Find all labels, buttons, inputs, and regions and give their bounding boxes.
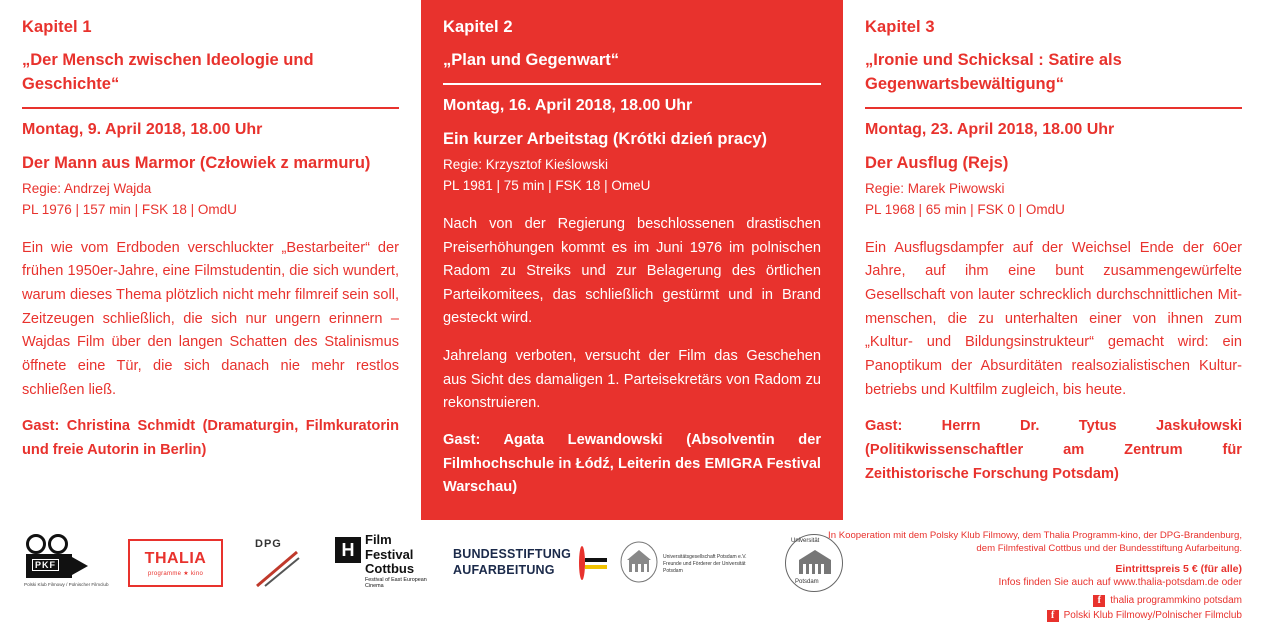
pkf-abbr: PKF [32,559,59,571]
festival-line-3: Cottbus [365,561,415,577]
divider [443,83,821,85]
bundesstiftung-emblem-icon [579,546,585,580]
bundesstiftung-logo [453,541,585,585]
film-title: Ein kurzer Arbeitstag (Krótki dzień pracy) [443,129,767,148]
facebook-icon: f [1093,595,1105,607]
logo-strip [24,532,873,594]
film-details: PL 1968 | 65 min | FSK 0 | OmdU [865,201,1065,217]
footer [0,520,1264,644]
crest-icon [619,540,659,584]
camera-lens-icon [72,557,88,575]
unipotsdam-top-text: Universität [791,538,820,544]
chapter-number: Kapitel 1 [22,18,92,36]
chapter-column-1 [0,0,421,520]
dpg-abbr: DPG [255,538,282,550]
chapter-number: Kapitel 2 [443,18,513,36]
film-reel-icon [48,534,68,554]
screening-date: Montag, 16. April 2018, 18.00 Uhr [443,96,693,114]
film-reel-icon [26,534,46,554]
chapter-title: „Der Mensch zwischen Ideologie und Geschichte“ [22,51,314,93]
filmfestival-cottbus-logo [335,533,427,593]
chapter-column-3 [843,0,1264,520]
film-description-2: Jahrelang verboten, versucht der Film das Geschehen aus Sicht des damaligen 1. Parteisekretärs von Radom zu rekonstruieren. [443,348,821,412]
chapter-number: Kapitel 3 [865,18,935,36]
social-row-facebook-2[interactable] [812,610,1242,622]
film-description-1: Ein Ausflugsdampfer auf der Weichsel Ende der 60er Jahre, auf ihm eine bunt zusammengewürfelte Gesellschaft von lauter schrecklich durchschnittlichen Mit-menschen, die zu unterhalten einer von ihnen zum „Kultur- und Bildungsinstrukteur“ gemacht wird: ein Panoptikum der Absurditäten realsozialistischen Kultur-betriebs und Kultfilm zugleich, bis heute. [865,239,1242,398]
unigesellschaft-line-2: Freunde und Förderer der Universität Potsdam [663,561,746,574]
universitaetsgesellschaft-logo [611,534,751,592]
dpg-slash-icon [253,550,303,588]
thalia-sub: programme ★ kino [147,570,204,577]
screening-date: Montag, 23. April 2018, 18.00 Uhr [865,120,1115,138]
film-details: PL 1976 | 157 min | FSK 18 | OmdU [22,201,237,217]
guest-info: Gast: Christina Schmidt (Dramaturgin, Filmkuratorin und freie Autorin in Berlin) [22,418,399,458]
film-director: Regie: Krzysztof Kieślowski [443,157,609,173]
thalia-logo [128,539,223,587]
info-line: Infos finden Sie auch auf www.thalia-potsdam.de oder [998,576,1242,588]
bundesstiftung-text [453,547,571,578]
divider [22,107,399,109]
thalia-name: THALIA [144,549,207,567]
festival-line-2: Festival [365,546,414,562]
film-details: PL 1981 | 75 min | FSK 18 | OmeU [443,177,651,193]
unipotsdam-bottom-text: Potsdam [795,579,819,585]
cooperation-text: In Kooperation mit dem Polsky Klub Filmowy, dem Thalia Programm-kino, der DPG-Brandenburg, dem Filmfestival Cottbus und der Bundesstiftung Aufarbeitung. [828,530,1242,554]
film-description-1: Ein wie vom Erdboden verschluckter „Bestarbeiter“ der frühen 1950er-Jahre, eine Filmstudentin, die sich wundert, warum dieses Thema plötzlich nicht mehr filmreif sein soll, Zeitzeugen schließlich, die sich nur ungern erinnern – Wajdas Film über den langen Schatten des Stalinismus öffnete eine Tür, die sich danach nie mehr restlos schließen ließ. [22,239,399,398]
cooperation-block [812,530,1242,622]
festival-subtitle: Festival of East European Cinema [365,577,427,590]
festival-mark-icon: H [335,537,361,563]
ticket-price: Eintrittspreis 5 € (für alle) [1115,562,1242,575]
social-links [812,595,1242,622]
dpg-logo [249,534,309,592]
film-director: Regie: Marek Piwowski [865,181,1005,197]
screening-date: Montag, 9. April 2018, 18.00 Uhr [22,120,263,138]
film-director: Regie: Andrzej Wajda [22,181,152,197]
pkf-caption: Polski Klub Filmowy / Polnischer Filmclub [24,582,109,587]
festival-name [365,533,414,577]
chapter-title: „Plan und Gegenwart“ [443,51,620,69]
pkf-logo [24,532,109,594]
guest-info: Gast: Herrn Dr. Tytus Jaskułowski (Politikwissenschaftler am Zentrum für Zeithistorische Forschung Potsdam) [865,418,1242,482]
facebook-icon: f [1047,610,1059,622]
social-row-facebook-1[interactable] [812,595,1242,607]
unigesellschaft-line-1: Universitätsgesellschaft Potsdam e.V. [663,554,747,560]
bundesstiftung-line-2: AUFARBEITUNG [453,563,555,577]
divider [865,107,1242,109]
social-label-1: thalia programmkino potsdam [1110,595,1242,607]
film-title: Der Mann aus Marmor (Człowiek z marmuru) [22,153,371,172]
film-title: Der Ausflug (Rejs) [865,153,1009,172]
social-label-2: Polski Klub Filmowy/Polnischer Filmclub [1063,610,1242,622]
unigesellschaft-text [663,554,751,575]
guest-info: Gast: Agata Lewandowski (Absolventin der Filmhochschule in Łódź, Leiterin des EMIGRA Festival Warschau) [443,431,821,496]
chapter-column-2 [421,0,843,520]
chapter-title: „Ironie und Schicksal : Satire als Gegenwartsbewältigung“ [865,51,1122,93]
bundesstiftung-line-1: BUNDESSTIFTUNG [453,547,572,562]
film-description-1: Nach von der Regierung beschlossenen drastischen Preiserhöhungen kommt es im Juni 1976 im polnischen Radom zu Streiks und zur Belagerung des örtlichen Parteikomitees, das schließlich gestürmt und in Brand gesteckt wird. [443,215,821,327]
festival-line-1: Film [365,532,392,547]
